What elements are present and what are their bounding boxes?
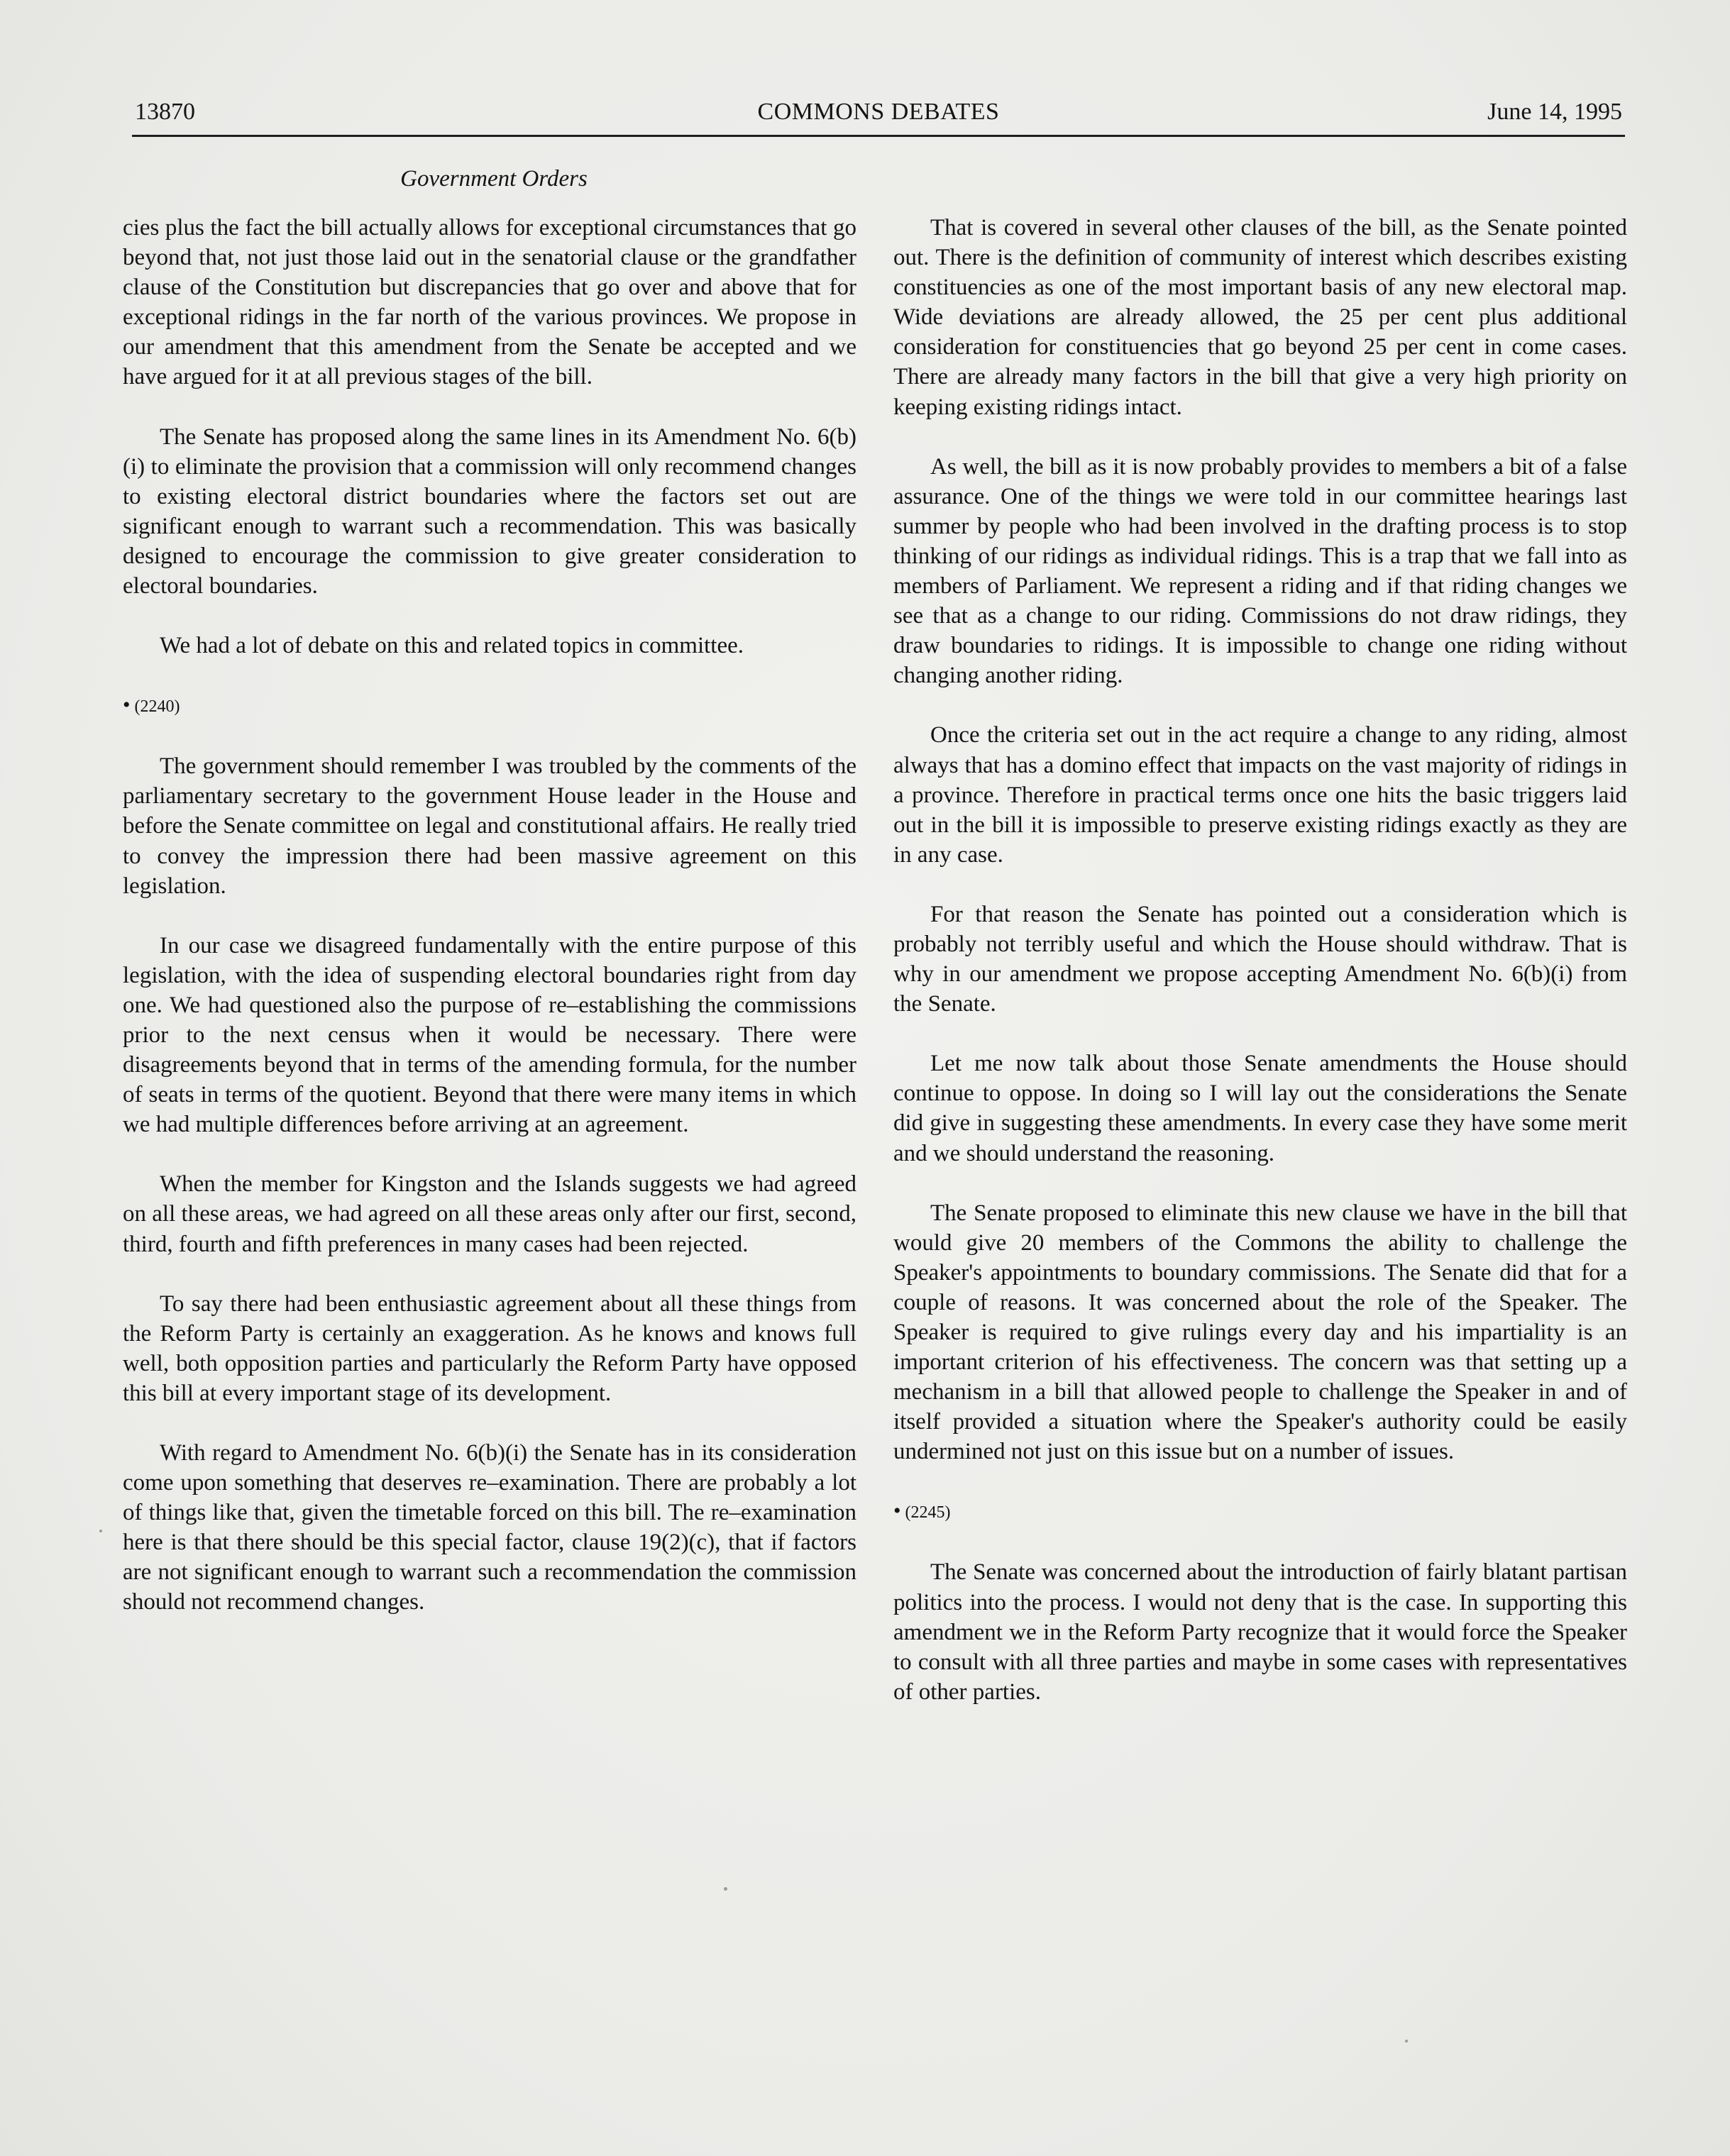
timestamp-text: (2240) (134, 697, 180, 717)
right-column (893, 213, 1627, 1737)
header-rule (132, 135, 1625, 137)
timestamp-marker (123, 690, 856, 722)
bullet-icon: • (893, 1499, 901, 1523)
paragraph: The Senate was concerned about the introduction of fairly blatant partisan politics into the process. I would not deny that is the case. In supporting this amendment we in the Reform Party recognize that it would force the Speaker to consult with all three parties and maybe in some cases with representatives of other parties. (893, 1559, 1627, 1705)
scan-speck (1405, 2040, 1408, 2042)
paragraph: The Senate has proposed along the same lines in its Amendment No. 6(b)(i) to eliminate the provision that a commission will only recommend changes to existing electoral district boundaries where the factors set out are significant enough to warrant such a recommendation. This was basically designed to encourage the commission to give greater consideration to electoral boundaries. (123, 424, 856, 599)
page-header (132, 91, 1625, 133)
page-number: 13870 (135, 99, 195, 125)
paragraph: We had a lot of debate on this and related topics in committee. (160, 633, 744, 659)
paragraph: cies plus the fact the bill actually allows for exceptional circumstances that go beyond that, not just those laid out in the senatorial clause or the grandfather clause of the Constitution but discrepancies that go over and above that for exceptional ridings in the far north of the various provinces. We propose in our amendment that this amendment from the Senate be accepted and we have argued for it at all previous stages of the bill. (123, 215, 856, 390)
header-date: June 14, 1995 (1487, 99, 1622, 125)
timestamp-text: (2245) (905, 1503, 951, 1522)
scan-speck (99, 1530, 102, 1532)
paragraph: In our case we disagreed fundamentally with the entire purpose of this legislation, with the idea of suspending electoral boundaries right from day one. We had questioned also the purpose of re–establishing the commissions prior to the next census when it would be necessary. There were disagreements beyond that in terms of the amending formula, for the number of seats in terms of the quotient. Beyond that there were many items in which we had multiple differences before arriving at an agreement. (123, 932, 856, 1138)
running-title: COMMONS DEBATES (757, 99, 1000, 125)
paragraph: The government should remember I was troubled by the comments of the parliamentary secretary to the government House leader in the House and before the Senate committee on legal and constitutional affairs. He really tried to convey the impression there had been massive agreement on this legislation. (123, 753, 856, 899)
paragraph: Once the criteria set out in the act require a change to any riding, almost always that has a domino effect that impacts on the vast majority of ridings in a province. Therefore in practical terms once one hits the basic triggers laid out in the bill it is impossible to preserve existing ridings exactly as they are in any case. (893, 722, 1627, 868)
paragraph: That is covered in several other clauses of the bill, as the Senate pointed out. There is the definition of community of interest which describes existing constituencies as one of the most important basis of any new electoral map. Wide deviations are already allowed, the 25 per cent plus additional consideration for constituencies that go beyond 25 per cent in come cases. There are already many factors in the bill that give a very high priority on keeping existing ridings intact. (893, 215, 1627, 420)
paragraph: With regard to Amendment No. 6(b)(i) the Senate has in its consideration come upon something that deserves re–examination. There are probably a lot of things like that, given the timetable forced on this bill. The re–examination here is that there should be this special factor, clause 19(2)(c), that if factors are not significant enough to warrant such a recommendation the commission should not recommend changes. (123, 1440, 856, 1615)
paragraph: The Senate proposed to eliminate this new clause we have in the bill that would give 20 members of the Commons the ability to challenge the Speaker's appointments to boundary commissions. The Senate did that for a couple of reasons. It was concerned about the role of the Speaker. The Speaker is required to give rulings every day and his impartiality is an important criterion of his effectiveness. The concern was that setting up a mechanism in a bill that allowed people to challenge the Speaker in and of itself provided a situation where the Speaker's authority could be easily undermined not just on this issue but on a number of issues. (893, 1200, 1627, 1465)
paragraph: As well, the bill as it is now probably provides to members a bit of a false assurance. One of the things we were told in our committee hearings last summer by people who had been involved in the drafting process is to stop thinking of our ridings as individual ridings. This is a trap that we fall into as members of Parliament. We represent a riding and if that riding changes we see that as a change to our riding. Commissions do not draw ridings, they draw boundaries to ridings. It is impossible to change one riding without changing another riding. (893, 453, 1627, 689)
left-column (123, 213, 856, 1647)
paragraph: For that reason the Senate has pointed out a consideration which is probably not terribly useful and which the House should withdraw. That is why in our amendment we propose accepting Amendment No. 6(b)(i) from the Senate. (893, 901, 1627, 1017)
scan-speck (724, 1887, 727, 1891)
timestamp-marker (893, 1496, 1627, 1527)
paragraph: When the member for Kingston and the Islands suggests we had agreed on all these areas, we had agreed on all these areas only after our first, second, third, fourth and fifth preferences in many cases had been rejected. (123, 1171, 856, 1257)
bullet-icon: • (123, 693, 131, 717)
section-label: Government Orders (400, 166, 588, 192)
paragraph: Let me now talk about those Senate amendments the House should continue to oppose. In doing so I will lay out the considerations the Senate did give in suggesting these amendments. In every case they have some merit and we should understand the reasoning. (893, 1051, 1627, 1166)
paragraph: To say there had been enthusiastic agreement about all these things from the Reform Party is certainly an exaggeration. As he knows and knows full well, both opposition parties and particularly the Reform Party have opposed this bill at every important stage of its development. (123, 1290, 856, 1406)
